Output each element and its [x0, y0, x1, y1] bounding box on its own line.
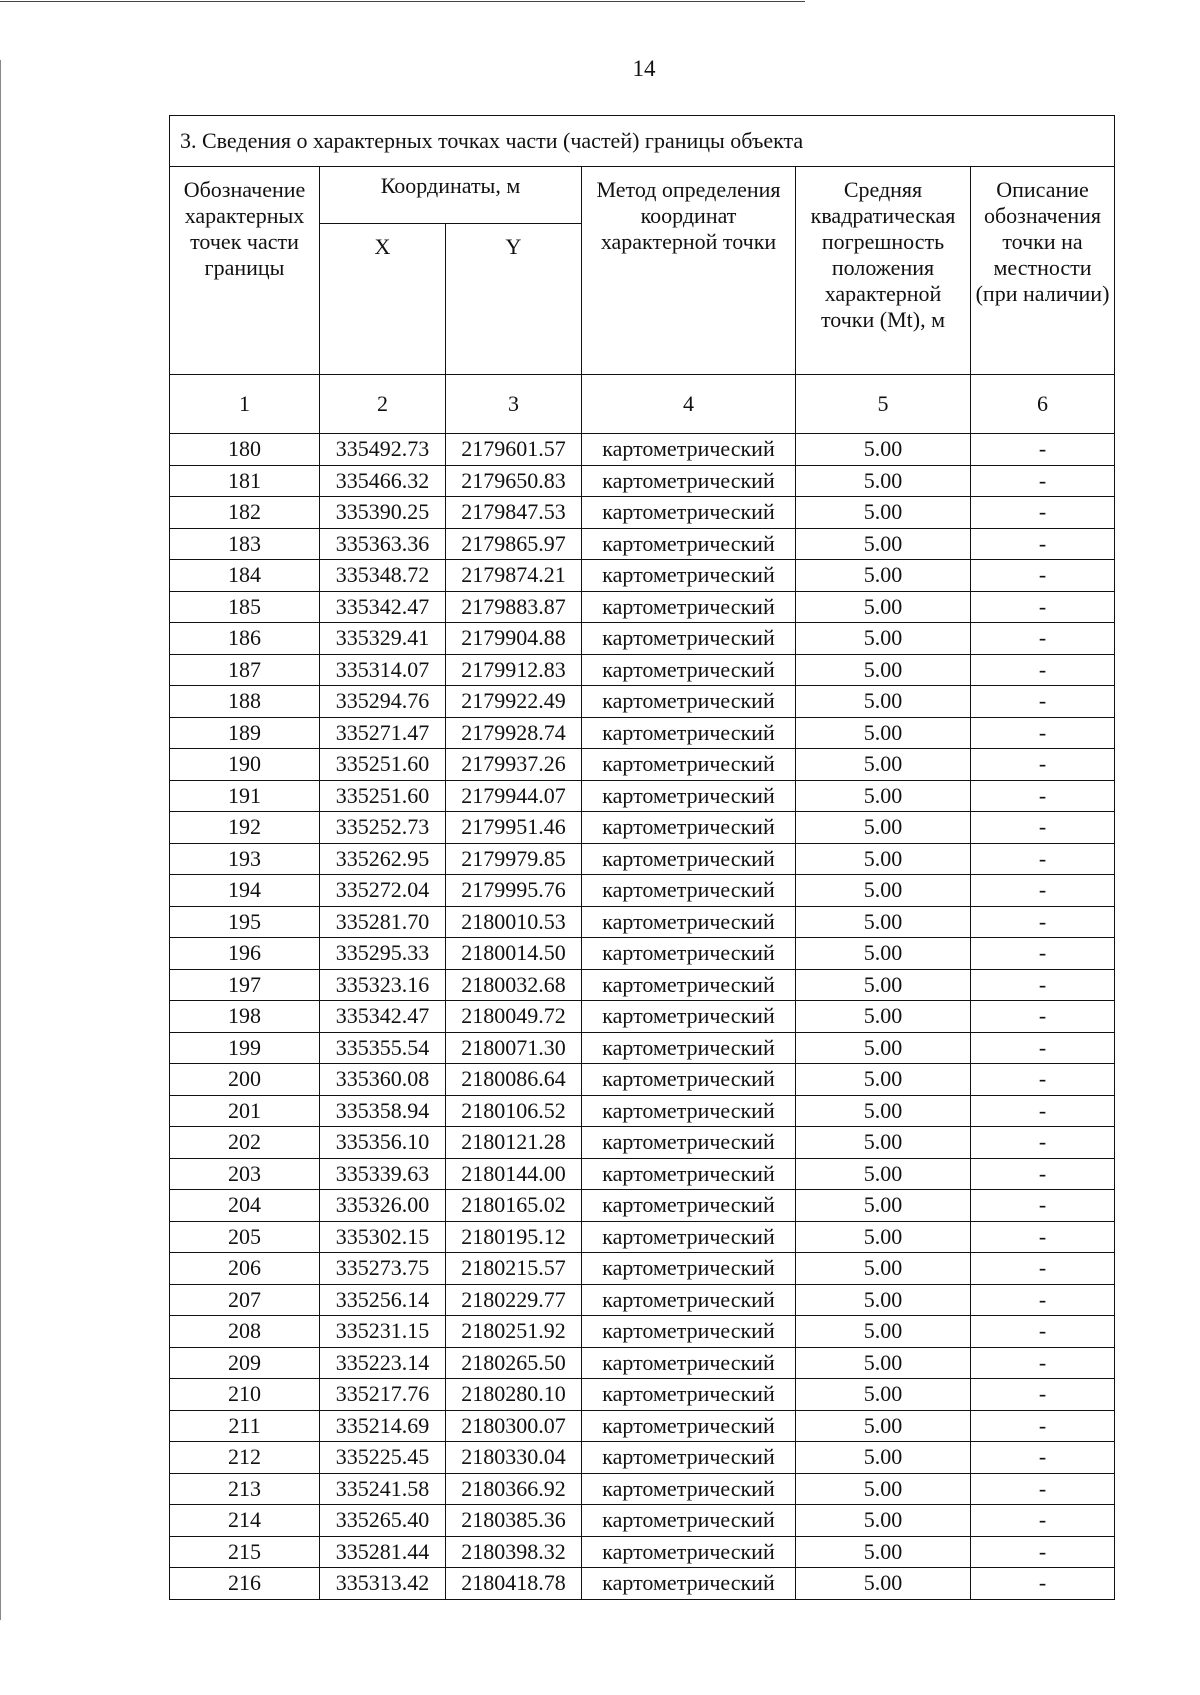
table-row	[170, 938, 1115, 970]
table-row	[170, 717, 1115, 749]
coord-y-cell: 2179944.07	[446, 780, 582, 812]
coord-y-cell: 2180330.04	[446, 1442, 582, 1474]
mean-square-error-cell: 5.00	[796, 1064, 971, 1096]
point-number-cell: 200	[170, 1064, 320, 1096]
coord-y-cell: 2179904.88	[446, 623, 582, 655]
table-row	[170, 654, 1115, 686]
coord-y-cell: 2180106.52	[446, 1095, 582, 1127]
header-x: X	[320, 224, 446, 375]
point-number-cell: 196	[170, 938, 320, 970]
description-cell: -	[971, 654, 1115, 686]
description-cell: -	[971, 1442, 1115, 1474]
description-cell: -	[971, 591, 1115, 623]
point-number-cell: 211	[170, 1410, 320, 1442]
coord-y-cell: 2180086.64	[446, 1064, 582, 1096]
coord-x-cell: 335329.41	[320, 623, 446, 655]
coord-y-cell: 2179847.53	[446, 497, 582, 529]
coord-x-cell: 335272.04	[320, 875, 446, 907]
table-row	[170, 623, 1115, 655]
point-number-cell: 205	[170, 1221, 320, 1253]
table-row	[170, 1127, 1115, 1159]
point-number-cell: 189	[170, 717, 320, 749]
description-cell: -	[971, 938, 1115, 970]
description-cell: -	[971, 1158, 1115, 1190]
table-row	[170, 1347, 1115, 1379]
coord-x-cell: 335281.70	[320, 906, 446, 938]
point-number-cell: 182	[170, 497, 320, 529]
method-cell: картометрический	[582, 1316, 796, 1348]
method-cell: картометрический	[582, 1284, 796, 1316]
mean-square-error-cell: 5.00	[796, 906, 971, 938]
description-cell: -	[971, 1536, 1115, 1568]
description-cell: -	[971, 686, 1115, 718]
description-cell: -	[971, 434, 1115, 466]
point-number-cell: 213	[170, 1473, 320, 1505]
mean-square-error-cell: 5.00	[796, 717, 971, 749]
point-number-cell: 181	[170, 465, 320, 497]
coord-x-cell: 335314.07	[320, 654, 446, 686]
table-row	[170, 1158, 1115, 1190]
description-cell: -	[971, 497, 1115, 529]
coord-y-cell: 2180010.53	[446, 906, 582, 938]
coord-y-cell: 2179979.85	[446, 843, 582, 875]
table-row	[170, 1379, 1115, 1411]
mean-square-error-cell: 5.00	[796, 843, 971, 875]
table-row	[170, 434, 1115, 466]
coord-y-cell: 2180385.36	[446, 1505, 582, 1537]
mean-square-error-cell: 5.00	[796, 1347, 971, 1379]
mean-square-error-cell: 5.00	[796, 528, 971, 560]
table-row	[170, 1410, 1115, 1442]
description-cell: -	[971, 780, 1115, 812]
description-cell: -	[971, 1473, 1115, 1505]
table-title: 3. Сведения о характерных точках части (частей) границы объекта	[170, 116, 1115, 167]
coord-y-cell: 2179601.57	[446, 434, 582, 466]
coord-x-cell: 335214.69	[320, 1410, 446, 1442]
point-number-cell: 183	[170, 528, 320, 560]
description-cell: -	[971, 1032, 1115, 1064]
description-cell: -	[971, 1347, 1115, 1379]
mean-square-error-cell: 5.00	[796, 686, 971, 718]
header-mean-square-error: Средняя квадратическая погрешность положения характерной точки (Mt), м	[796, 167, 971, 375]
method-cell: картометрический	[582, 528, 796, 560]
method-cell: картометрический	[582, 1473, 796, 1505]
coord-x-cell: 335348.72	[320, 560, 446, 592]
method-cell: картометрический	[582, 906, 796, 938]
method-cell: картометрический	[582, 1253, 796, 1285]
description-cell: -	[971, 1316, 1115, 1348]
coord-x-cell: 335390.25	[320, 497, 446, 529]
point-number-cell: 201	[170, 1095, 320, 1127]
header-description: Описание обозначения точки на местности (при наличии)	[971, 167, 1115, 375]
coord-x-cell: 335265.40	[320, 1505, 446, 1537]
mean-square-error-cell: 5.00	[796, 1442, 971, 1474]
point-number-cell: 212	[170, 1442, 320, 1474]
method-cell: картометрический	[582, 623, 796, 655]
point-number-cell: 206	[170, 1253, 320, 1285]
coord-x-cell: 335342.47	[320, 1001, 446, 1033]
coord-y-cell: 2180049.72	[446, 1001, 582, 1033]
coord-y-cell: 2179937.26	[446, 749, 582, 781]
point-number-cell: 198	[170, 1001, 320, 1033]
description-cell: -	[971, 1127, 1115, 1159]
coord-x-cell: 335251.60	[320, 780, 446, 812]
mean-square-error-cell: 5.00	[796, 1127, 971, 1159]
method-cell: картометрический	[582, 780, 796, 812]
table-row	[170, 560, 1115, 592]
coord-y-cell: 2180366.92	[446, 1473, 582, 1505]
coord-x-cell: 335355.54	[320, 1032, 446, 1064]
method-cell: картометрический	[582, 1158, 796, 1190]
method-cell: картометрический	[582, 938, 796, 970]
description-cell: -	[971, 623, 1115, 655]
point-number-cell: 216	[170, 1568, 320, 1600]
coord-x-cell: 335251.60	[320, 749, 446, 781]
table-row	[170, 1221, 1115, 1253]
scan-top-border	[0, 1, 805, 2]
point-number-cell: 187	[170, 654, 320, 686]
point-number-cell: 193	[170, 843, 320, 875]
coord-x-cell: 335231.15	[320, 1316, 446, 1348]
coord-x-cell: 335313.42	[320, 1568, 446, 1600]
column-number: 3	[446, 375, 582, 434]
mean-square-error-cell: 5.00	[796, 497, 971, 529]
method-cell: картометрический	[582, 654, 796, 686]
description-cell: -	[971, 1001, 1115, 1033]
method-cell: картометрический	[582, 434, 796, 466]
boundary-points-table	[169, 115, 1115, 1600]
table-row	[170, 1095, 1115, 1127]
coord-y-cell: 2180144.00	[446, 1158, 582, 1190]
mean-square-error-cell: 5.00	[796, 1536, 971, 1568]
column-number: 6	[971, 375, 1115, 434]
method-cell: картометрический	[582, 1221, 796, 1253]
description-cell: -	[971, 749, 1115, 781]
point-number-cell: 208	[170, 1316, 320, 1348]
coord-y-cell: 2180014.50	[446, 938, 582, 970]
point-number-cell: 192	[170, 812, 320, 844]
coord-x-cell: 335223.14	[320, 1347, 446, 1379]
mean-square-error-cell: 5.00	[796, 1095, 971, 1127]
header-y: Y	[446, 224, 582, 375]
coord-y-cell: 2180398.32	[446, 1536, 582, 1568]
coord-x-cell: 335295.33	[320, 938, 446, 970]
point-number-cell: 188	[170, 686, 320, 718]
method-cell: картометрический	[582, 1347, 796, 1379]
description-cell: -	[971, 1095, 1115, 1127]
description-cell: -	[971, 875, 1115, 907]
description-cell: -	[971, 528, 1115, 560]
coord-y-cell: 2180300.07	[446, 1410, 582, 1442]
mean-square-error-cell: 5.00	[796, 623, 971, 655]
method-cell: картометрический	[582, 717, 796, 749]
header-method: Метод определения координат характерной точки	[582, 167, 796, 375]
header-coordinates: Координаты, м	[320, 167, 582, 224]
mean-square-error-cell: 5.00	[796, 654, 971, 686]
mean-square-error-cell: 5.00	[796, 1253, 971, 1285]
method-cell: картометрический	[582, 812, 796, 844]
method-cell: картометрический	[582, 1001, 796, 1033]
mean-square-error-cell: 5.00	[796, 1032, 971, 1064]
description-cell: -	[971, 812, 1115, 844]
description-cell: -	[971, 717, 1115, 749]
point-number-cell: 209	[170, 1347, 320, 1379]
description-cell: -	[971, 1221, 1115, 1253]
mean-square-error-cell: 5.00	[796, 434, 971, 466]
point-number-cell: 185	[170, 591, 320, 623]
coord-y-cell: 2179865.97	[446, 528, 582, 560]
coord-x-cell: 335342.47	[320, 591, 446, 623]
coord-y-cell: 2180251.92	[446, 1316, 582, 1348]
table-row	[170, 1064, 1115, 1096]
mean-square-error-cell: 5.00	[796, 1190, 971, 1222]
coord-y-cell: 2179951.46	[446, 812, 582, 844]
mean-square-error-cell: 5.00	[796, 1221, 971, 1253]
method-cell: картометрический	[582, 969, 796, 1001]
method-cell: картометрический	[582, 1536, 796, 1568]
description-cell: -	[971, 1568, 1115, 1600]
mean-square-error-cell: 5.00	[796, 1158, 971, 1190]
coord-y-cell: 2179928.74	[446, 717, 582, 749]
point-number-cell: 180	[170, 434, 320, 466]
coord-x-cell: 335241.58	[320, 1473, 446, 1505]
coord-y-cell: 2179650.83	[446, 465, 582, 497]
mean-square-error-cell: 5.00	[796, 1316, 971, 1348]
coord-y-cell: 2180418.78	[446, 1568, 582, 1600]
mean-square-error-cell: 5.00	[796, 812, 971, 844]
table-row	[170, 1442, 1115, 1474]
description-cell: -	[971, 465, 1115, 497]
coord-x-cell: 335217.76	[320, 1379, 446, 1411]
table-row	[170, 906, 1115, 938]
method-cell: картометрический	[582, 560, 796, 592]
point-number-cell: 207	[170, 1284, 320, 1316]
table-row	[170, 686, 1115, 718]
header-point-designation: Обозначение характерных точек части границы	[170, 167, 320, 375]
mean-square-error-cell: 5.00	[796, 1505, 971, 1537]
method-cell: картометрический	[582, 686, 796, 718]
description-cell: -	[971, 1190, 1115, 1222]
column-numbers-row	[170, 375, 1115, 434]
method-cell: картометрический	[582, 1095, 796, 1127]
coord-x-cell: 335302.15	[320, 1221, 446, 1253]
mean-square-error-cell: 5.00	[796, 1284, 971, 1316]
point-number-cell: 210	[170, 1379, 320, 1411]
mean-square-error-cell: 5.00	[796, 1568, 971, 1600]
coord-x-cell: 335262.95	[320, 843, 446, 875]
column-number: 2	[320, 375, 446, 434]
table-row	[170, 780, 1115, 812]
table-row	[170, 1505, 1115, 1537]
coord-x-cell: 335339.63	[320, 1158, 446, 1190]
table-row	[170, 969, 1115, 1001]
mean-square-error-cell: 5.00	[796, 591, 971, 623]
coord-y-cell: 2180229.77	[446, 1284, 582, 1316]
column-number: 4	[582, 375, 796, 434]
coord-x-cell: 335326.00	[320, 1190, 446, 1222]
point-number-cell: 202	[170, 1127, 320, 1159]
point-number-cell: 215	[170, 1536, 320, 1568]
mean-square-error-cell: 5.00	[796, 875, 971, 907]
description-cell: -	[971, 1410, 1115, 1442]
point-number-cell: 190	[170, 749, 320, 781]
coord-x-cell: 335252.73	[320, 812, 446, 844]
coord-y-cell: 2179995.76	[446, 875, 582, 907]
coord-y-cell: 2180280.10	[446, 1379, 582, 1411]
method-cell: картометрический	[582, 1064, 796, 1096]
table-row	[170, 1568, 1115, 1600]
table-row	[170, 497, 1115, 529]
point-number-cell: 195	[170, 906, 320, 938]
coord-x-cell: 335323.16	[320, 969, 446, 1001]
coord-x-cell: 335360.08	[320, 1064, 446, 1096]
column-number: 1	[170, 375, 320, 434]
column-number: 5	[796, 375, 971, 434]
table-row	[170, 1190, 1115, 1222]
coord-y-cell: 2179883.87	[446, 591, 582, 623]
description-cell: -	[971, 906, 1115, 938]
method-cell: картометрический	[582, 497, 796, 529]
coord-x-cell: 335466.32	[320, 465, 446, 497]
table-row	[170, 843, 1115, 875]
table-row	[170, 465, 1115, 497]
coord-x-cell: 335271.47	[320, 717, 446, 749]
mean-square-error-cell: 5.00	[796, 938, 971, 970]
coord-x-cell: 335356.10	[320, 1127, 446, 1159]
method-cell: картометрический	[582, 875, 796, 907]
scan-left-edge	[0, 60, 1, 1620]
coord-x-cell: 335281.44	[320, 1536, 446, 1568]
coord-x-cell: 335294.76	[320, 686, 446, 718]
mean-square-error-cell: 5.00	[796, 780, 971, 812]
mean-square-error-cell: 5.00	[796, 1379, 971, 1411]
coord-x-cell: 335273.75	[320, 1253, 446, 1285]
description-cell: -	[971, 1505, 1115, 1537]
coord-y-cell: 2180165.02	[446, 1190, 582, 1222]
mean-square-error-cell: 5.00	[796, 969, 971, 1001]
method-cell: картометрический	[582, 1568, 796, 1600]
point-number-cell: 199	[170, 1032, 320, 1064]
description-cell: -	[971, 1253, 1115, 1285]
table-row	[170, 1284, 1115, 1316]
point-number-cell: 204	[170, 1190, 320, 1222]
table-row	[170, 875, 1115, 907]
table-row	[170, 749, 1115, 781]
coord-x-cell: 335225.45	[320, 1442, 446, 1474]
point-number-cell: 191	[170, 780, 320, 812]
coord-y-cell: 2180195.12	[446, 1221, 582, 1253]
page-number: 14	[632, 56, 656, 81]
method-cell: картометрический	[582, 1505, 796, 1537]
description-cell: -	[971, 560, 1115, 592]
table-row	[170, 1536, 1115, 1568]
point-number-cell: 203	[170, 1158, 320, 1190]
coord-x-cell: 335358.94	[320, 1095, 446, 1127]
method-cell: картометрический	[582, 843, 796, 875]
coord-x-cell: 335363.36	[320, 528, 446, 560]
point-number-cell: 197	[170, 969, 320, 1001]
table-row	[170, 528, 1115, 560]
point-number-cell: 214	[170, 1505, 320, 1537]
point-number-cell: 194	[170, 875, 320, 907]
coord-y-cell: 2180071.30	[446, 1032, 582, 1064]
mean-square-error-cell: 5.00	[796, 1473, 971, 1505]
mean-square-error-cell: 5.00	[796, 1001, 971, 1033]
coord-y-cell: 2180265.50	[446, 1347, 582, 1379]
point-number-cell: 184	[170, 560, 320, 592]
method-cell: картометрический	[582, 465, 796, 497]
method-cell: картометрический	[582, 591, 796, 623]
table-row	[170, 812, 1115, 844]
method-cell: картометрический	[582, 1410, 796, 1442]
method-cell: картометрический	[582, 1032, 796, 1064]
table-row	[170, 1032, 1115, 1064]
table-row	[170, 1253, 1115, 1285]
method-cell: картометрический	[582, 1442, 796, 1474]
coord-y-cell: 2179874.21	[446, 560, 582, 592]
method-cell: картометрический	[582, 1379, 796, 1411]
description-cell: -	[971, 843, 1115, 875]
description-cell: -	[971, 1284, 1115, 1316]
method-cell: картометрический	[582, 1190, 796, 1222]
mean-square-error-cell: 5.00	[796, 465, 971, 497]
description-cell: -	[971, 969, 1115, 1001]
coord-y-cell: 2179922.49	[446, 686, 582, 718]
coord-x-cell: 335256.14	[320, 1284, 446, 1316]
mean-square-error-cell: 5.00	[796, 1410, 971, 1442]
point-number-cell: 186	[170, 623, 320, 655]
method-cell: картометрический	[582, 1127, 796, 1159]
mean-square-error-cell: 5.00	[796, 749, 971, 781]
description-cell: -	[971, 1064, 1115, 1096]
table-row	[170, 1001, 1115, 1033]
coord-y-cell: 2179912.83	[446, 654, 582, 686]
method-cell: картометрический	[582, 749, 796, 781]
table-row	[170, 1473, 1115, 1505]
table-row	[170, 1316, 1115, 1348]
mean-square-error-cell: 5.00	[796, 560, 971, 592]
description-cell: -	[971, 1379, 1115, 1411]
coord-y-cell: 2180121.28	[446, 1127, 582, 1159]
coord-y-cell: 2180032.68	[446, 969, 582, 1001]
table-row	[170, 591, 1115, 623]
coord-x-cell: 335492.73	[320, 434, 446, 466]
coord-y-cell: 2180215.57	[446, 1253, 582, 1285]
